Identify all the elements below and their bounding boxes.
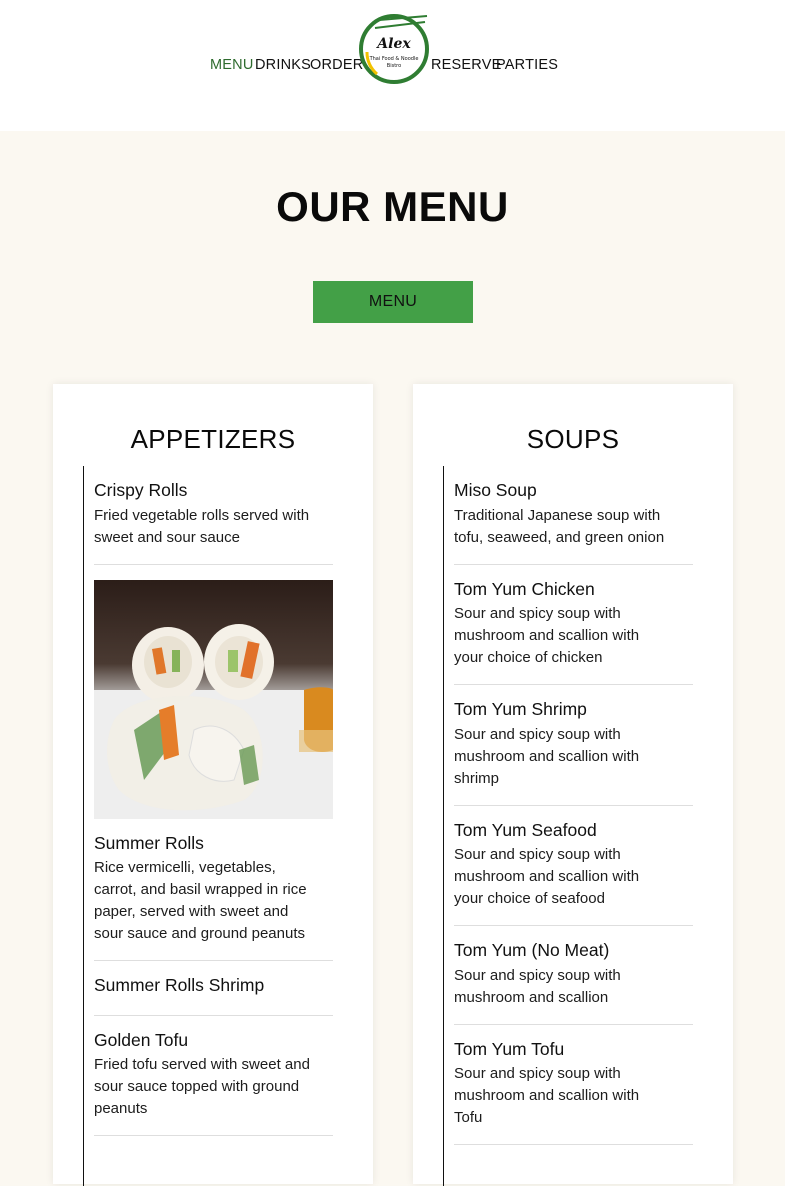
menu-filter-button[interactable]: MENU	[313, 281, 473, 323]
menu-item-description: Traditional Japanese soup with tofu, seaweed, and green onion	[454, 507, 665, 546]
soups-accent-line	[443, 466, 444, 1186]
menu-item-name: Tom Yum Chicken	[454, 579, 595, 599]
menu-item-description: Fried vegetable rolls served with sweet and sour sauce	[94, 507, 310, 546]
item-divider	[454, 684, 693, 685]
appetizers-accent-line	[83, 466, 84, 1186]
soups-title: SOUPS	[526, 424, 620, 454]
menu-item-description: Rice vermicelli, vegetables, carrot, and basil wrapped in rice paper, served with sweet and sour sauce and ground peanuts	[94, 859, 307, 942]
page-title: OUR MENU	[276, 183, 509, 230]
menu-item-description: Sour and spicy soup with mushroom and scallion with your choice of chicken	[454, 605, 640, 666]
nav-drinks-link[interactable]: DRINKS	[255, 57, 311, 73]
summer-rolls-photo	[94, 580, 333, 819]
restaurant-logo[interactable]	[357, 12, 431, 86]
menu-item-name: Summer Rolls	[94, 833, 204, 853]
menu-item-description: Sour and spicy soup with mushroom and scallion with your choice of seafood	[454, 846, 640, 907]
soups-card	[413, 384, 733, 1184]
logo-line2: Bistro	[386, 63, 402, 69]
nav-reserve-link[interactable]: RESERVE	[431, 57, 502, 73]
menu-item-name: Crispy Rolls	[94, 480, 188, 500]
item-divider	[454, 1024, 693, 1025]
item-divider	[454, 1144, 693, 1145]
menu-item-name: Miso Soup	[454, 480, 537, 500]
item-divider	[94, 1015, 333, 1016]
logo-name: Alex	[377, 36, 411, 52]
item-divider	[94, 1135, 333, 1136]
appetizers-card	[53, 384, 373, 1184]
menu-item-description: Sour and spicy soup with mushroom and scallion	[454, 967, 621, 1006]
menu-item-name: Tom Yum Shrimp	[454, 699, 587, 719]
nav-parties-link[interactable]: PARTIES	[496, 57, 559, 73]
menu-item-name: Golden Tofu	[94, 1030, 189, 1050]
logo-line1: Thai Food & Noodle	[369, 56, 419, 62]
item-divider	[454, 564, 693, 565]
menu-item-description: Fried tofu served with sweet and sour sauce topped with ground peanuts	[94, 1056, 310, 1117]
item-divider	[94, 960, 333, 961]
item-divider	[94, 564, 333, 565]
site-header	[0, 0, 785, 131]
nav-menu-link[interactable]: MENU	[210, 57, 254, 73]
item-divider	[454, 805, 693, 806]
item-divider	[454, 925, 693, 926]
menu-item-name: Tom Yum Seafood	[454, 820, 597, 840]
menu-item-name: Tom Yum (No Meat)	[454, 940, 610, 960]
menu-item-name: Tom Yum Tofu	[454, 1039, 565, 1059]
menu-item-description: Sour and spicy soup with mushroom and scallion with shrimp	[454, 726, 640, 787]
menu-item-name: Summer Rolls Shrimp	[94, 975, 265, 995]
nav-order-link[interactable]: ORDER	[310, 57, 364, 73]
menu-item-description: Sour and spicy soup with mushroom and scallion with Tofu	[454, 1065, 640, 1126]
appetizers-title: APPETIZERS	[130, 424, 296, 454]
